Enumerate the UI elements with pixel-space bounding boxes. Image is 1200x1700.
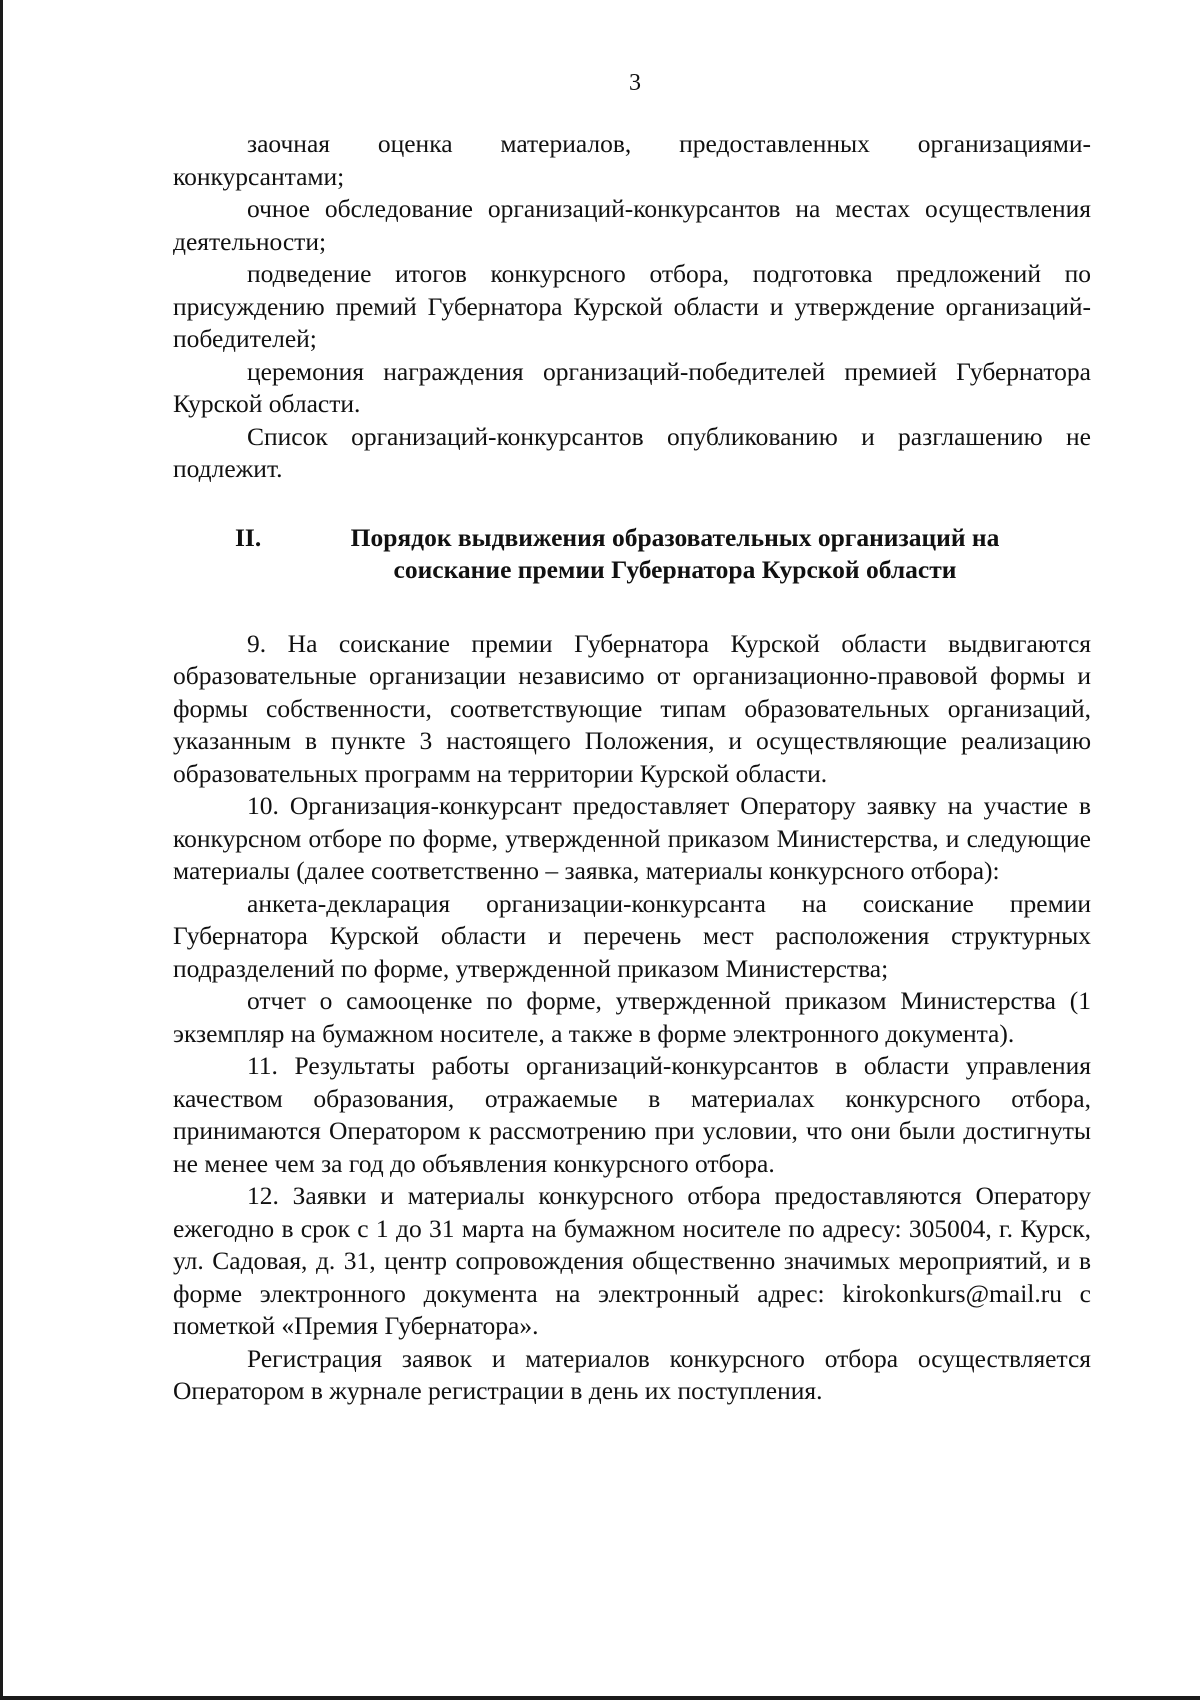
clause-10-item-application-form: анкета-декларация организации-конкурсанта на соискание премии Губернатора Курской области и перечень мест расположения структурных подразделений по форме, утвержденной приказом Министерства; xyxy=(173,888,1091,983)
page-number: 3 xyxy=(629,70,641,96)
clause-9: 9. На соискание премии Губернатора Курской области выдвигаются образовательные организации независимо от организационно-правовой формы и формы собственности, соответствующие типам образовательных организаций, указанным в пункте 3 настоящего Положения, и осуществляющие реализацию образовательных программ на территории Курской области. xyxy=(173,628,1091,788)
registration-paragraph: Регистрация заявок и материалов конкурсного отбора осуществляется Оператором в журнале регистрации в день их поступления. xyxy=(173,1343,1091,1405)
intro-paragraph-4: церемония награждения организаций-победителей премией Губернатора Курской области. xyxy=(173,356,1091,418)
intro-paragraph-5: Список организаций-конкурсантов опубликованию и разглашению не подлежит. xyxy=(173,421,1091,483)
intro-paragraph-1: заочная оценка материалов, предоставленных организациями-конкурсантами; xyxy=(173,129,1091,191)
section-title-line-2: соискание премии Губернатора Курской области xyxy=(393,554,957,584)
scan-edge-bottom xyxy=(0,1696,1200,1700)
document-body xyxy=(173,128,1091,1408)
section-heading xyxy=(173,522,1091,586)
scan-edge-left xyxy=(0,0,3,1700)
intro-paragraph-3: подведение итогов конкурсного отбора, подготовка предложений по присуждению премий Губернатора Курской области и утверждение организаций-победителей; xyxy=(173,259,1091,353)
clause-11: 11. Результаты работы организаций-конкурсантов в области управления качеством образования, отражаемые в материалах конкурсного отбора, принимаются Оператором к рассмотрению при условии, что они были достигнуты не менее чем за год до объявления конкурсного отбора. xyxy=(173,1051,1091,1178)
clause-10-item-self-assessment: отчет о самооценке по форме, утвержденной приказом Министерства (1 экземпляр на бумажном носителе, а также в форме электронного документа). xyxy=(173,986,1091,1048)
section-title xyxy=(299,522,1091,586)
section-number: II. xyxy=(235,522,262,552)
clause-10: 10. Организация-конкурсант предоставляет Оператору заявку на участие в конкурсном отборе по форме, утвержденной приказом Министерства, и следующие материалы (далее соответственно – заявка, материалы конкурсного отбора): xyxy=(173,791,1091,885)
intro-paragraph-2: очное обследование организаций-конкурсантов на местах осуществления деятельности; xyxy=(173,194,1091,256)
section-title-line-1: Порядок выдвижения образовательных организаций на xyxy=(350,522,1000,552)
clause-12: 12. Заявки и материалы конкурсного отбора предоставляются Оператору ежегодно в срок с 1 до 31 марта на бумажном носителе по адресу: 305004, г. Курск, ул. Садовая, д. 31, центр сопровождения общественно значимых мероприятий, и в форме электронного документа на электронный адрес: kirokonkurs@mail.ru с пометкой «Премия Губернатора». xyxy=(173,1181,1091,1340)
